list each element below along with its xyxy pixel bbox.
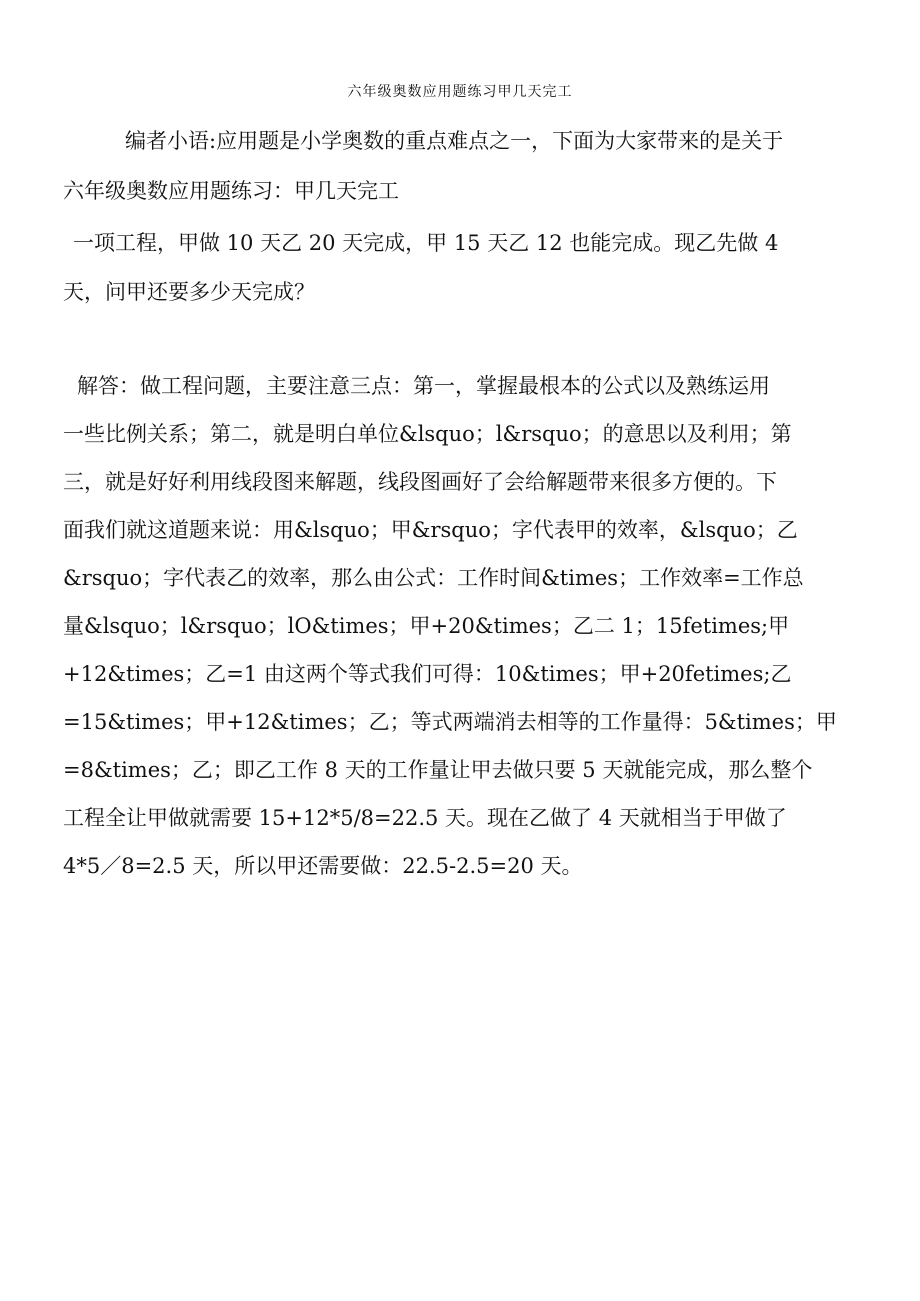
intro-line: 编者小语:应用题是小学奥数的重点难点之一，下面为大家带来的是关于 [125, 129, 784, 153]
answer-line: +12&times；乙=1 由这两个等式我们可得：10&times；甲+20fetimes;乙 [63, 662, 792, 686]
answer-line: 一些比例关系；第二，就是明白单位&lsquo；l&rsquo；的意思以及利用；第 [63, 422, 792, 446]
answer-line: 工程全让甲做就需要 15+12*5/8=22.5 天。现在乙做了 4 天就相当于甲做了 [63, 806, 787, 830]
problem-line: 天，问甲还要多少天完成？ [63, 280, 315, 304]
answer-line: 面我们就这道题来说：用&lsquo；甲&rsquo；字代表甲的效率，&lsquo；乙 [63, 518, 798, 542]
answer-line: =8&times；乙；即乙工作 8 天的工作量让甲去做只要 5 天就能完成，那么整个 [63, 758, 813, 782]
answer-line: &rsquo；字代表乙的效率，那么由公式：工作时间&times；工作效率=工作总 [63, 566, 804, 590]
answer-line: 4*5／8=2.5 天，所以甲还需要做：22.5-2.5=20 天。 [63, 854, 583, 878]
answer-line: =15&times；甲+12&times；乙；等式两端消去相等的工作量得：5&times；甲 [63, 710, 837, 734]
answer-line: 三，就是好好利用线段图来解题，线段图画好了会给解题带来很多方便的。下 [63, 470, 777, 494]
answer-line: 量&lsquo；l&rsquo；lO&times；甲+20&times；乙二 1；15fetimes;甲 [63, 614, 790, 638]
page-title: 六年级奥数应用题练习甲几天完工 [347, 84, 573, 100]
problem-line: 一项工程，甲做 10 天乙 20 天完成，甲 15 天乙 12 也能完成。现乙先做 4 [73, 231, 779, 255]
answer-line: 解答：做工程问题，主要注意三点：第一，掌握最根本的公式以及熟练运用 [77, 374, 770, 398]
intro-line: 六年级奥数应用题练习：甲几天完工 [63, 179, 399, 203]
